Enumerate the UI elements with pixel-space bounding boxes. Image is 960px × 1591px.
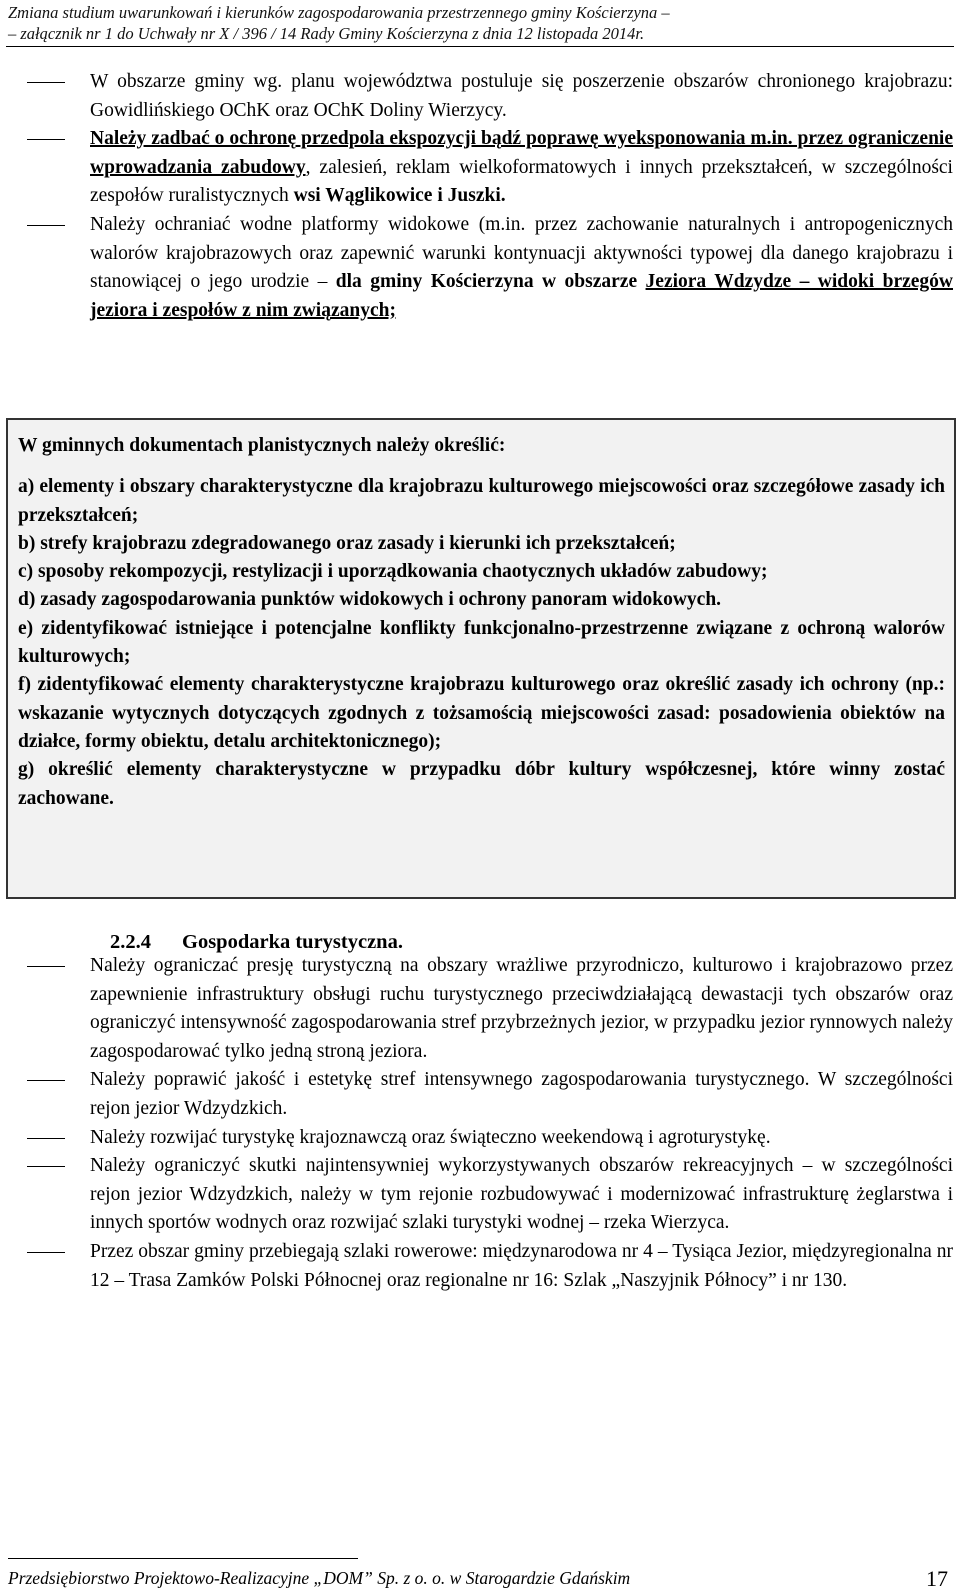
box-item: c) sposoby rekompozycji, restylizacji i uporządkowania chaotycznych układów zabudowy; xyxy=(18,561,768,583)
box-item: b) strefy krajobrazu zdegradowanego oraz zasady i kierunki ich przekształceń; xyxy=(18,532,676,554)
bullet-emphasis-end: wsi Wąglikowice i Juszki. xyxy=(293,185,506,207)
bullet-emphasis: dla gminy Kościerzyna w obszarze xyxy=(335,271,646,293)
bullet-text: , zalesień, reklam wielkoformatowych i innych przekształceń, w szczególności zespołów ruralistycznych xyxy=(90,156,953,207)
list-item xyxy=(90,1152,953,1238)
page-header xyxy=(8,2,952,44)
bullet-text: Należy ograniczać presję turystyczną na obszary wrażliwe przyrodniczo, kulturowo i krajobrazowo przez zapewnienie infrastruktury obsługi ruchu turystycznego przeciwdziałającą dewastacji tych obszarów oraz ograniczyć intensywność zagospodarowania stref przybrzeżnych jezior, w przypadku jezior rynnowych należy zagospodarować tylko jedną stroną jeziora. xyxy=(90,955,953,1062)
box-item: e) zidentyfikować istniejące i potencjalne konflikty funkcjonalno-przestrzenne związane z ochroną walorów kulturowych; xyxy=(18,617,945,668)
highlight-box xyxy=(6,418,956,899)
section-title: Gospodarka turystyczna. xyxy=(182,931,403,953)
bullet-emphasis-underlined: Jeziora Wdzydze – widoki brzegów jeziora i zespołów z nim związanych; xyxy=(90,271,953,321)
list-item xyxy=(90,1238,953,1295)
bullet-text: Należy rozwijać turystykę krajoznawczą oraz świąteczno weekendową i agroturystykę. xyxy=(90,1126,771,1148)
bullet-text: Należy ograniczyć skutki najintensywniej wykorzystywanych obszarów rekreacyjnych – w szczególności rejon jezior Wdzydzkich, należy w tym rejonie rozbudowywać i modernizować infrastrukturę żeglarstwa i innych sportów wodnych oraz rozwijać szlaki turystyki wodnej – rzeka Wierzyca. xyxy=(90,1155,953,1234)
footer-divider xyxy=(8,1558,358,1559)
list-item xyxy=(90,1066,953,1123)
box-lead: W gminnych dokumentach planistycznych należy określić: xyxy=(18,435,506,456)
box-item: g) określić elementy charakterystyczne w przypadku dóbr kultury współczesnej, które winny zostać zachowane. xyxy=(18,759,945,809)
list-item xyxy=(90,1124,953,1153)
bullet-emphasis: Należy zadbać o ochronę przedpola ekspozycji bądź poprawę wyeksponowania m.in. przez ograniczenie wprowadzania zabudowy xyxy=(90,128,953,178)
bullet-text: Należy poprawić jakość i estetykę stref intensywnego zagospodarowania turystycznego. W szczególności rejon jezior Wdzydzkich. xyxy=(90,1069,953,1119)
box-item: f) zidentyfikować elementy charakterystyczne krajobrazu kulturowego oraz określić zasady ich ochrony (np.: wskazanie wytycznych dotyczących zgodnych z tożsamością miejscowości zasad: posadowienia obiektów na działce, formy obiektu, detalu architektonicznego); xyxy=(18,674,945,752)
page-number: 17 xyxy=(926,1566,948,1591)
header-divider xyxy=(6,46,954,47)
list-item xyxy=(90,68,953,125)
bullet-list-bottom xyxy=(90,952,953,1295)
bullet-text: W obszarze gminy wg. planu województwa postuluje się poszerzenie obszarów chronionego krajobrazu: Gowidlińskiego OChK oraz OChK Doliny Wierzycy. xyxy=(90,71,953,121)
box-item: a) elementy i obszary charakterystyczne dla krajobrazu kulturowego miejscowości oraz szczegółowe zasady ich przekształceń; xyxy=(18,476,945,526)
section-number: 2.2.4 xyxy=(110,931,151,953)
list-item xyxy=(90,952,953,1066)
page-footer: Przedsiębiorstwo Projektowo-Realizacyjne „DOM” Sp. z o. o. w Starogardzie Gdańskim xyxy=(8,1568,631,1588)
highlight-box-content xyxy=(18,432,945,813)
bullet-text: Należy ochraniać wodne platformy widokowe (m.in. przez zachowanie naturalnych i antropogenicznych walorów krajobrazowych oraz zapewnić warunki kontynuacji aktywności typowej dla danego krajobrazu i stanowiącej o jego urodzie – xyxy=(90,213,953,293)
bullet-list-top xyxy=(90,68,953,325)
header-line-2: – załącznik nr 1 do Uchwały nr X / 396 / 14 Rady Gminy Kościerzyna z dnia 12 listopada 2014r. xyxy=(8,24,645,43)
list-item xyxy=(90,125,953,211)
box-item: d) zasady zagospodarowania punktów widokowych i ochrony panoram widokowych. xyxy=(18,589,722,611)
bullet-text: Przez obszar gminy przebiegają szlaki rowerowe: międzynarodowa nr 4 – Tysiąca Jezior, międzyregionalna nr 12 – Trasa Zamków Polski Północnej oraz regionalne nr 16: Szlak „Naszyjnik Północy” i nr 130. xyxy=(90,1240,953,1291)
header-line-1: Zmiana studium uwarunkowań i kierunków zagospodarowania przestrzennego gminy Kościerzyna – xyxy=(8,3,670,22)
list-item xyxy=(90,211,953,325)
